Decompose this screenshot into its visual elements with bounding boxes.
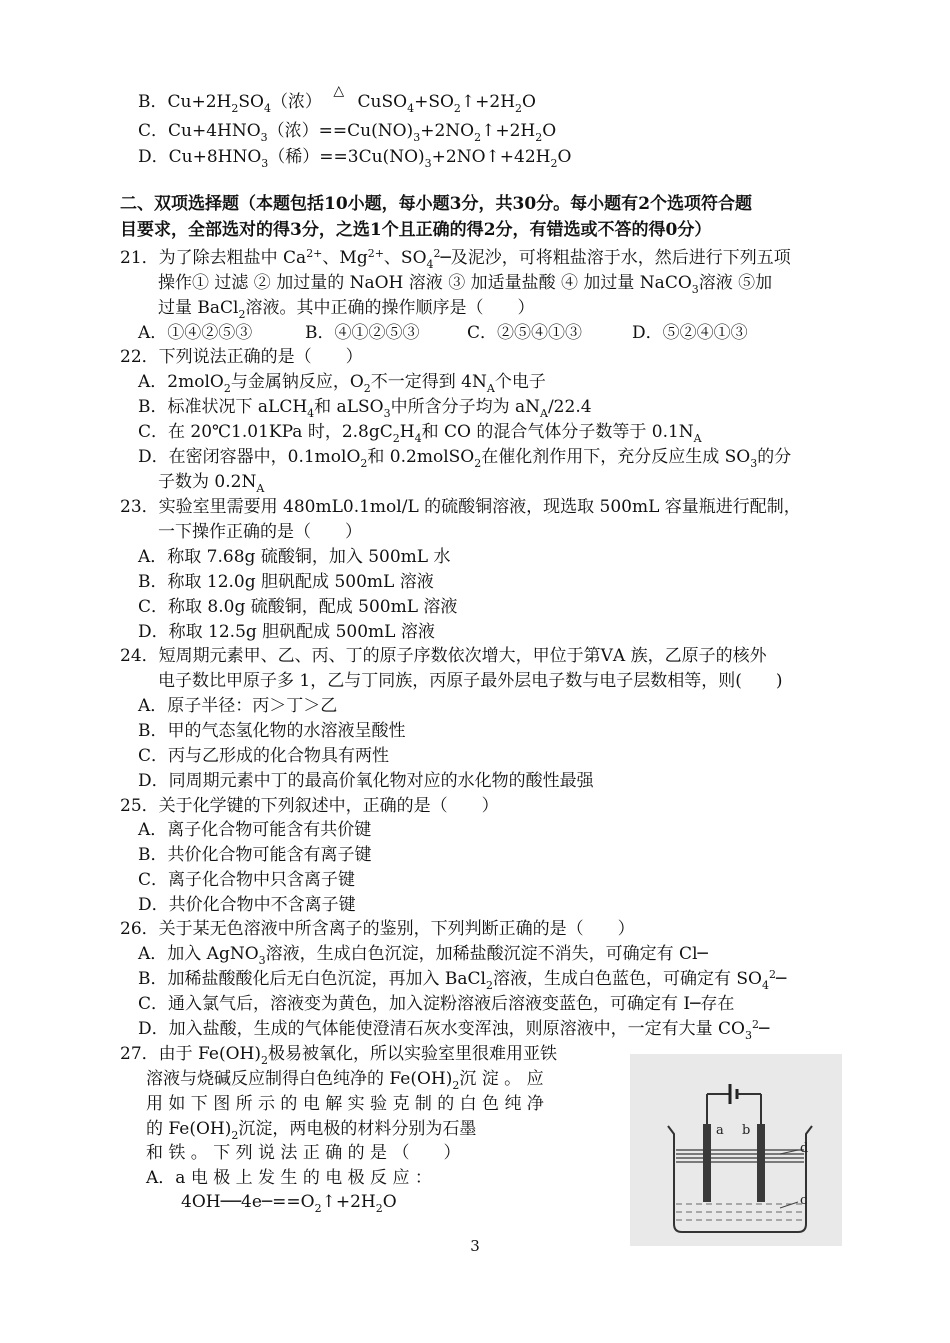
q21-option-a: A．①④②⑤③ (138, 323, 253, 343)
label-a: a (716, 1123, 724, 1138)
q20-option-b: B．$Cu+2H_2SO_4$（浓） △ $CuSO_4+SO_2↑+2H_2O$ (138, 83, 536, 115)
q26-stem: 26．关于某无色溶液中所含离子的鉴别，下列判断正确的是（ ） (120, 919, 635, 939)
q23-option-d: D．称取 12.5g 胆矾配成 500mL 溶液 (138, 622, 435, 642)
q27-stem-5: 和 铁 。 下 列 说 法 正 确 的 是 （ ） (146, 1143, 461, 1163)
q27-option-a: A．a 电 极 上 发 生 的 电 极 反 应 ： (146, 1168, 432, 1188)
q20-option-d: D．$Cu+8HNO_3$（稀）$==3Cu(NO)_3+2NO↑+42H_2O$ (138, 147, 572, 170)
section-heading-cont: 目要求，全部选对的得3分，之选1个且正确的得2分，有错选或不答的得0分） (120, 220, 712, 240)
q21-option-b: B．④①②⑤③ (305, 323, 420, 343)
q24-option-c: C．丙与乙形成的化合物具有两性 (138, 746, 390, 766)
q23-stem-2: 一下操作正确的是（ ） (158, 522, 362, 542)
q21-stem: 21．为了除去粗盐中 $Ca^{2+}$、$Mg^{2+}$、$SO_4^2─$及泥沙，可将粗盐溶于水，然后进行下列五项 (120, 247, 791, 271)
q24-stem-2: 电子数比甲原子多 1，乙与丁同族，丙原子最外层电子数与电子层数相等，则( ) (158, 671, 783, 691)
q22-stem: 22．下列说法正确的是（ ） (120, 347, 363, 367)
q24-option-b: B．甲的气态氢化物的水溶液呈酸性 (138, 721, 406, 741)
q21-stem-2: 操作① 过滤 ② 加过量的 NaOH 溶液 ③ 加适量盐酸 ④ 加过量 NaCO$_3$溶液 ⑤加 (158, 273, 773, 296)
q25-option-a: A．离子化合物可能含有共价键 (138, 820, 372, 840)
q21-option-d: D．⑤②④①③ (632, 323, 748, 343)
heat-triangle-icon: △ (333, 83, 345, 99)
q23-option-c: C．称取 8.0g 硫酸铜，配成 500mL 溶液 (138, 597, 458, 617)
section-heading: 二、双项选择题（本题包括10小题，每小题3分，共30分。每小题有2个选项符合题 (120, 194, 753, 214)
q25-stem: 25．关于化学键的下列叙述中，正确的是（ ） (120, 796, 499, 816)
label-b: b (742, 1123, 751, 1138)
page-number: 3 (470, 1237, 480, 1255)
q21-option-c: C．②⑤④①③ (467, 323, 583, 343)
q22-option-d-cont: 子数为 $0.2N_A$ (158, 472, 265, 495)
q22-option-a: A．2molO$_2$与金属钠反应，$O_2$不一定得到 $4N_A$个电子 (138, 372, 546, 395)
q24-option-d: D．同周期元素中丁的最高价氧化物对应的水化物的酸性最强 (138, 771, 594, 791)
q22-option-c: C．在 20℃1.01KPa 时，$2.8gC_2H_4$和 CO 的混合气体分子数等于 $0.1N_A$ (138, 422, 702, 445)
label-c: c (800, 1193, 808, 1208)
q25-option-c: C．离子化合物中只含离子键 (138, 870, 356, 890)
q23-stem: 23．实验室里需要用 480mL0.1mol/L 的硫酸铜溶液，现选取 500mL 容量瓶进行配制， (120, 497, 801, 517)
electrolysis-figure (630, 1054, 842, 1246)
electrode-b (757, 1124, 765, 1202)
q26-option-a: A．加入 AgNO$_3$溶液，生成白色沉淀，加稀盐酸沉淀不消失，可确定有 Cl─ (138, 944, 708, 967)
q20-option-c: C．$Cu+4HNO_3$（浓）$==Cu(NO)_3+2NO_2↑+2H_2O$ (138, 121, 557, 144)
electrode-a (703, 1124, 711, 1202)
q25-option-b: B．共价化合物可能含有离子键 (138, 845, 372, 865)
q26-option-c: C．通入氯气后，溶液变为黄色，加入淀粉溶液后溶液变蓝色，可确定有 I─存在 (138, 994, 735, 1014)
q27-stem-2: 溶液与烧碱反应制得白色纯净的 $Fe(OH)_2$沉 淀 。 应 (146, 1069, 544, 1092)
q25-option-d: D．共价化合物中不含离子键 (138, 895, 356, 915)
q23-option-b: B．称取 12.0g 胆矾配成 500mL 溶液 (138, 572, 434, 592)
q26-option-b: B．加稀盐酸酸化后无白色沉淀，再加入 BaCl$_2$溶液，生成白色蓝色，可确定有 $SO_4^2─$ (138, 968, 787, 992)
q24-stem: 24．短周期元素甲、乙、丙、丁的原子序数依次增大，甲位于第ⅤA 族，乙原子的核外 (120, 646, 767, 666)
q27-option-a-equation: $4OH──4e─==O_2↑+2H_2O$ (181, 1192, 397, 1215)
q27-stem-4: 的 $Fe(OH)_2$沉淀，两电极的材料分别为石墨 (146, 1119, 477, 1142)
q23-option-a: A．称取 7.68g 硫酸铜，加入 500mL 水 (138, 547, 451, 567)
q21-stem-3: 过量 BaCl$_2$溶液。其中正确的操作顺序是（ ） (158, 298, 535, 321)
q22-option-b: B．标准状况下 aLCH$_4$和 aLSO$_3$中所含分子均为 $aN_A/22.4$ (138, 397, 592, 420)
q24-option-a: A．原子半径：丙＞丁＞乙 (138, 696, 338, 716)
q22-option-d: D．在密闭容器中，0.1molO$_2$和 0.2molSO$_2$在催化剂作用下，充分反应生成 $SO_3$的分 (138, 447, 792, 470)
q27-stem: 27．由于 $Fe(OH)_2$极易被氧化，所以实验室里很难用亚铁 (120, 1044, 557, 1067)
q27-stem-3: 用 如 下 图 所 示 的 电 解 实 验 克 制 的 白 色 纯 净 (146, 1094, 544, 1114)
q26-option-d: D．加入盐酸，生成的气体能使澄清石灰水变浑浊，则原溶液中，一定有大量 $CO_3^2─$ (138, 1018, 770, 1042)
electrolysis-diagram (630, 1054, 842, 1246)
label-d: d (800, 1141, 809, 1156)
